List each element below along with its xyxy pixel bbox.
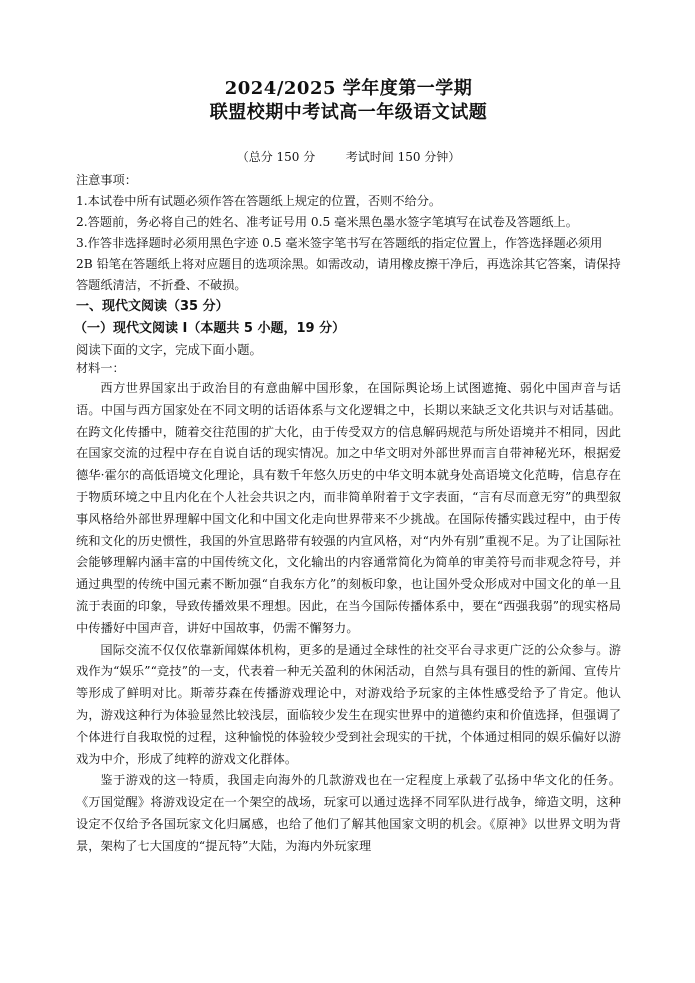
exam-title-line1: 2024/2025 学年度第一学期	[224, 78, 473, 99]
subsection-heading: （一）现代文阅读 I（本题共 5 小题，19 分）	[74, 321, 346, 336]
reading-instruction: 阅读下面的文字，完成下面小题。	[76, 342, 262, 357]
exam-meta: （总分 150 分 考试时间 150 分钟）	[236, 150, 461, 164]
material-label: 材料一：	[76, 361, 125, 375]
section-heading: 一、现代文阅读（35 分）	[76, 299, 229, 314]
passage-paragraph: 国际交流不仅仅依靠新闻媒体机构，更多的是通过全球性的社交平台寻求更广泛的公众参与。游戏作为“娱乐”“竞技”的一支，代表着一种无关盈利的休闲活动，自然与具有强目的性的新闻、宣传片等形成了鲜明对比。斯蒂芬森在传播游戏理论中，对游戏给予玩家的主体性感受给予了肯定。他认为，游戏这种行为体验显然比较浅层，面临较少发生在现实世界中的道德约束和价值选择，但强调了个体进行自我取悦的过程，这种愉悦的体验较少受到社会现实的干扰，个体通过相同的娱乐偏好以游戏为中介，形成了纯粹的游戏文化群体。	[76, 642, 621, 766]
exam-title-line2: 联盟校期中考试高一年级语文试题	[209, 102, 488, 123]
passage-paragraph: 鉴于游戏的这一特质，我国走向海外的几款游戏也在一定程度上承载了弘扬中华文化的任务。《万国觉醒》将游戏设定在一个架空的战场，玩家可以通过选择不同军队进行战争，缔造文明，这种设定不仅给予各国玩家文化归属感，也给了他们了解其他国家文明的机会。《原神》以世界文明为背景，架构了七大国度的“提瓦特”大陆，为海内外玩家理	[76, 773, 621, 853]
note-item: 3.作答非选择题时必须用黑色字迹 0.5 毫米签字笔书写在答题纸的指定位置上，作答选择题必须用 2B 铅笔在答题纸上将对应题目的选项涂黑。如需改动，请用橡皮擦干净后，再选涂其它答案，请保持答题纸清洁，不折叠、不破损。	[76, 236, 621, 292]
passage-paragraph: 西方世界国家出于政治目的有意曲解中国形象，在国际舆论场上试图遮掩、弱化中国声音与话语。中国与西方国家处在不同文明的话语体系与文化逻辑之中，长期以来缺乏文化共识与对话基础。在跨文化传播中，随着交往范围的扩大化，由于传受双方的信息解码规范与所处语境并不相同，因此在国家交流的过程中存在自说自话的现实情况。加之中华文明对外部世界而言自带神秘光环，根据爱德华·霍尔的高低语境文化理论，具有数千年悠久历史的中华文明本就身处高语境文化范畴，信息存在于物质环境之中且内化在个人社会共识之内，而非简单附着于文字表面，“言有尽而意无穷”的典型叙事风格给外部世界理解中国文化和中国文化走向世界带来不少挑战。在国际传播实践过程中，由于传统和文化的历史惯性，我国的外宣思路带有较强的内宣风格，对“内外有别”重视不足。为了让国际社会能够理解内涵丰富的中国传统文化，文化输出的内容通常简化为简单的审美符号而非观念符号，并通过典型的传统中国元素不断加强“自我东方化”的刻板印象，也让国外受众形成对中国文化的单一且流于表面的印象，导致传播效果不理想。因此，在当今国际传播体系中，要在“西强我弱”的现实格局中传播好中国声音，讲好中国故事，仍需不懈努力。	[76, 381, 621, 635]
note-item: 1.本试卷中所有试题必须作答在答题纸上规定的位置，否则不给分。	[76, 194, 442, 208]
note-item: 2.答题前，务必将自己的姓名、准考证号用 0.5 毫米黑色墨水签字笔填写在试卷及答题纸上。	[76, 215, 578, 229]
notes-heading: 注意事项：	[76, 173, 137, 187]
